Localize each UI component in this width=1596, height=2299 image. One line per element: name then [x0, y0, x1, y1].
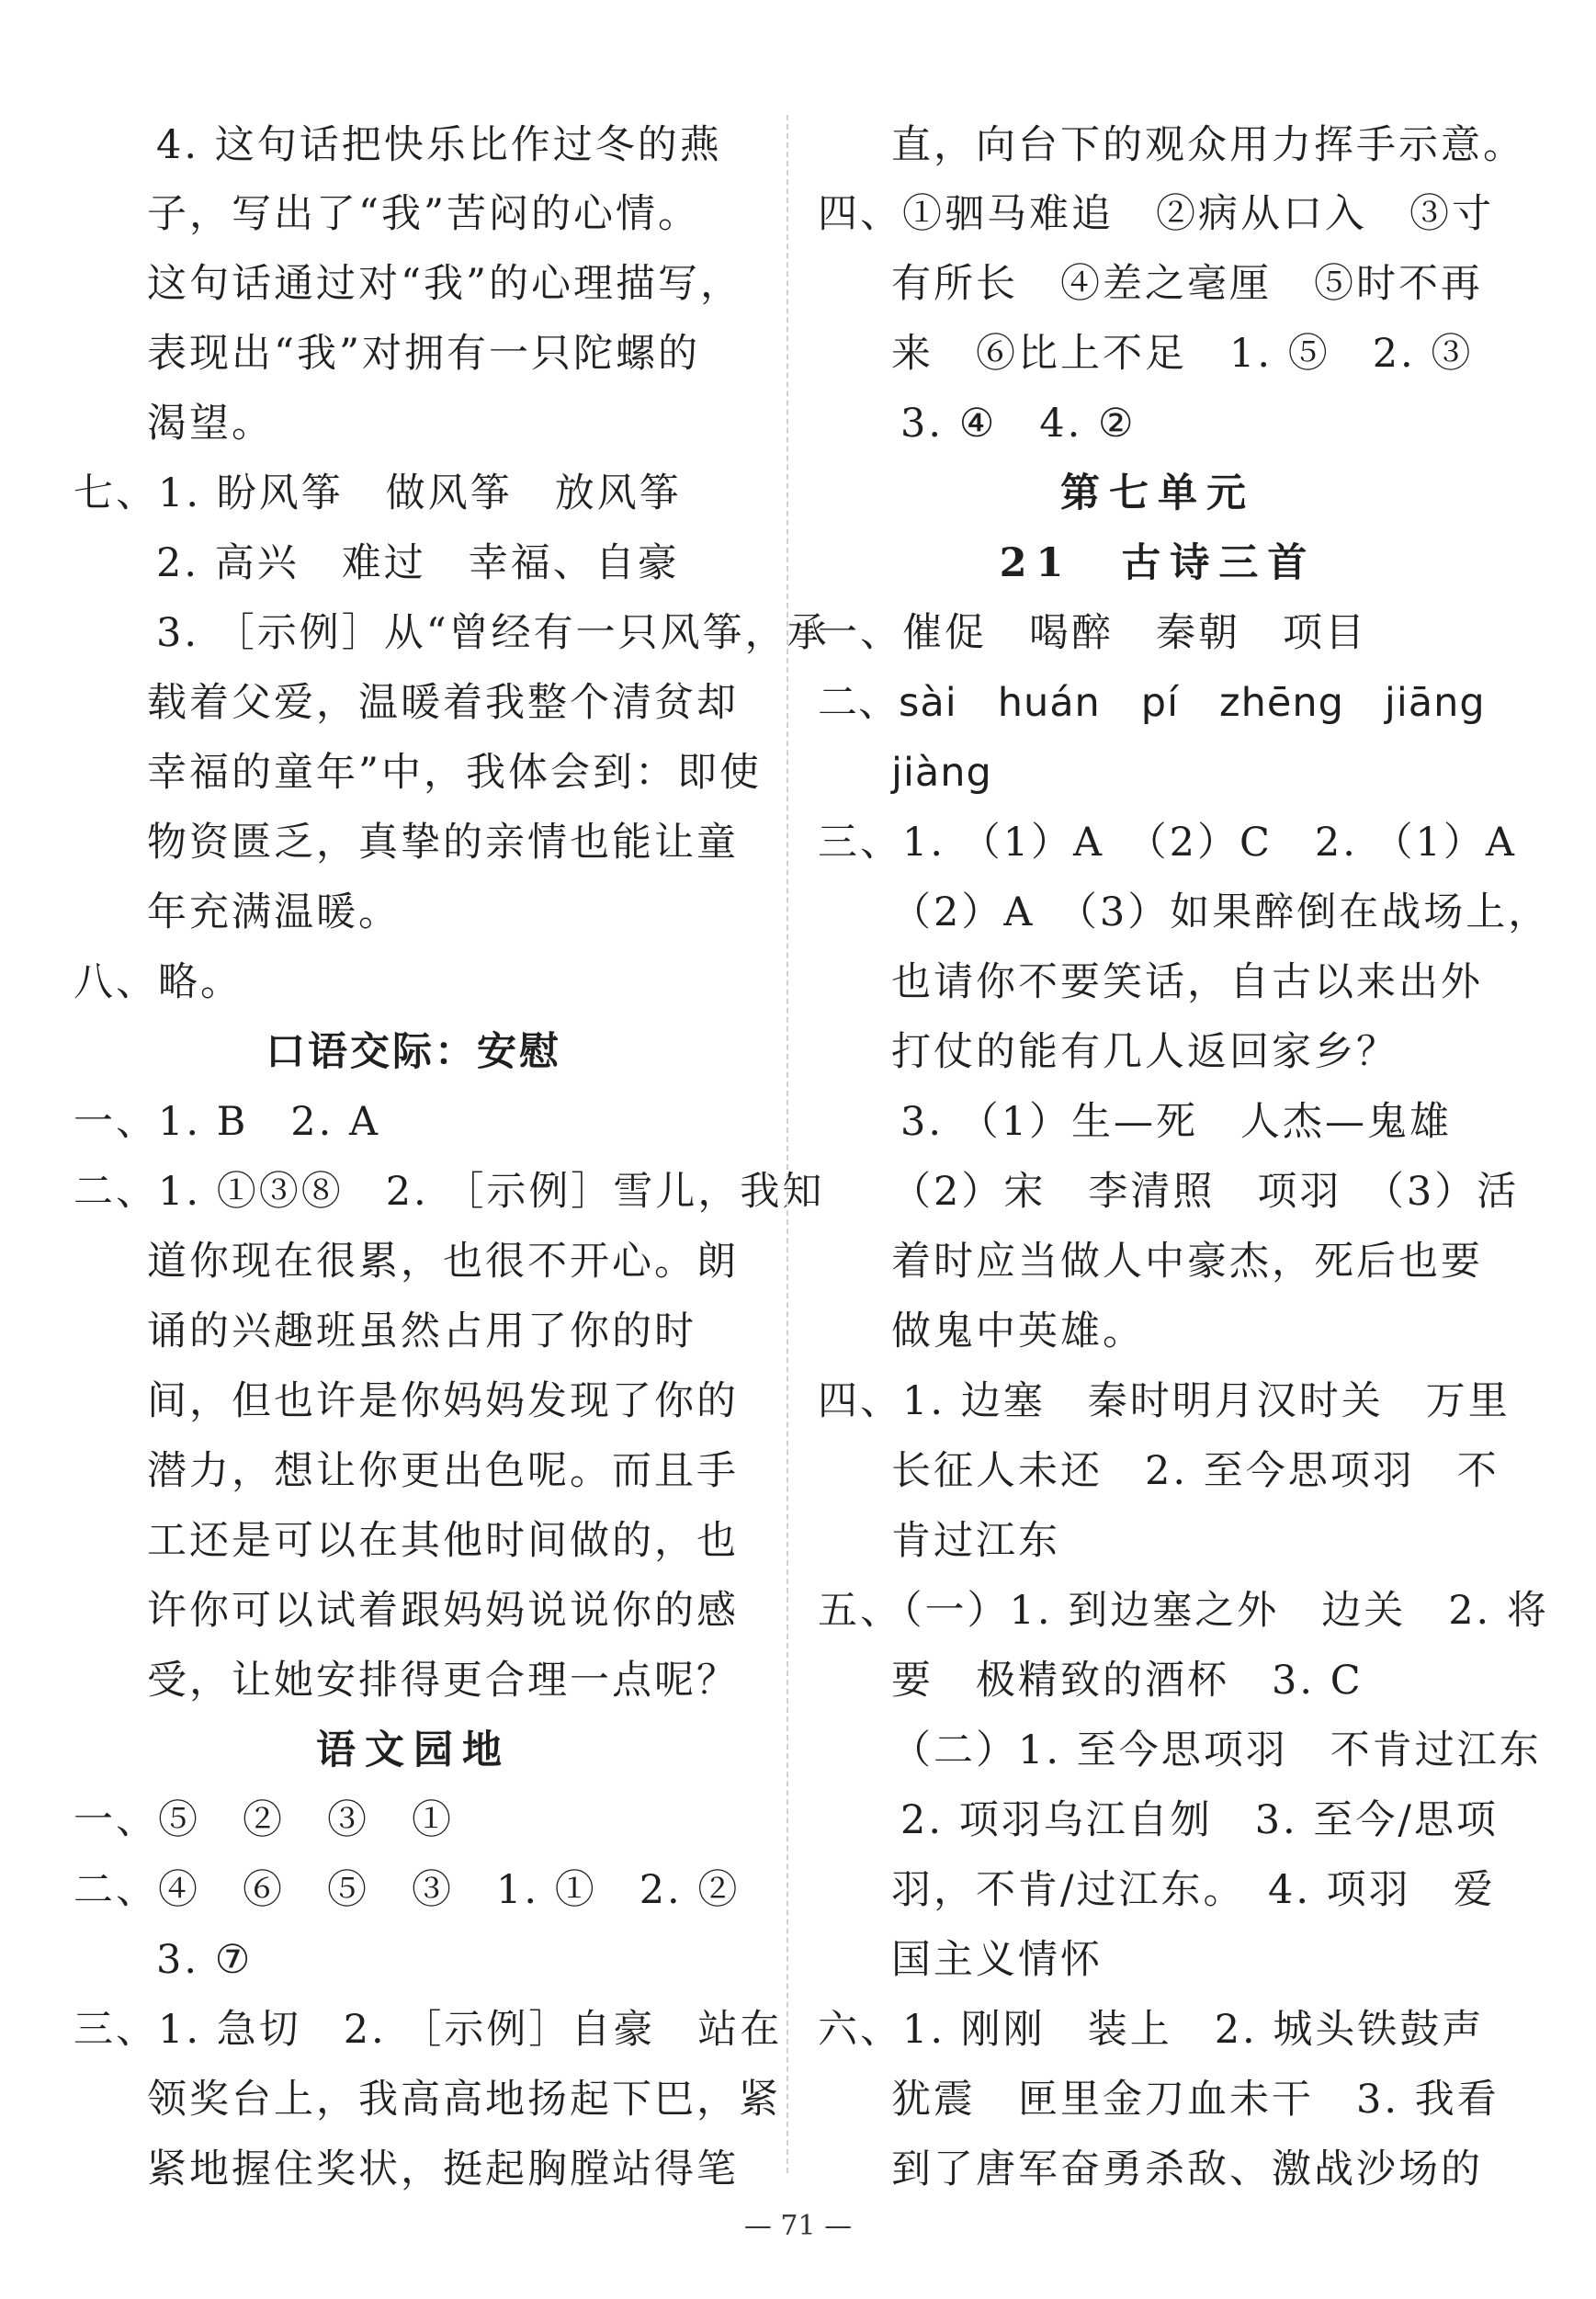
answer-line: 许你可以试着跟妈妈说说你的感: [147, 1588, 739, 1634]
answer-line: 直，向台下的观众用力挥手示意。: [891, 122, 1525, 168]
answer-line: 幸福的童年”中，我体会到：即使: [147, 750, 762, 796]
column-divider: [787, 115, 788, 2173]
answer-line: （二）1. 至今思项羽 不肯过江东: [891, 1727, 1542, 1773]
answer-line: 年充满温暖。: [147, 889, 401, 935]
answer-line: 渴望。: [147, 401, 274, 447]
answer-line: 3. ④ 4. ②: [900, 401, 1137, 447]
answer-line: 长征人未还 2. 至今思项羽 不: [891, 1448, 1500, 1494]
section-heading: 语文园地: [316, 1727, 511, 1773]
answer-line: （2）A （3）如果醉倒在战场上，: [891, 889, 1551, 935]
answer-line: 3. ⑦: [156, 1937, 254, 1983]
answer-line: 4. 这句话把快乐比作过冬的燕: [156, 122, 722, 168]
answer-line: 要 极精致的酒杯 3. C: [891, 1658, 1364, 1704]
answer-line: 一、1. B 2. A: [74, 1099, 381, 1145]
answer-line: 2. 项羽乌江自刎 3. 至今/思项: [900, 1797, 1499, 1843]
answer-line: 有所长 ④差之毫厘 ⑤时不再: [891, 261, 1483, 307]
answer-line: 子，写出了“我”苦闷的心情。: [147, 191, 700, 237]
answer-line: 间，但也许是你妈妈发现了你的: [147, 1378, 739, 1424]
answer-line: 二、④ ⑥ ⑤ ③ 1. ① 2. ②: [74, 1867, 741, 1913]
section-heading: 口语交际：安慰: [266, 1029, 561, 1075]
answer-line: 这句话通过对“我”的心理描写，: [147, 261, 742, 307]
answer-line: 一、催促 喝醉 秦朝 项目: [818, 610, 1367, 656]
answer-line: 二、sài huán pí zhēng jiāng: [818, 680, 1486, 726]
lesson-heading: 21 古诗三首: [999, 540, 1317, 586]
answer-line: 四、①驷马难追 ②病从口入 ③寸: [818, 191, 1494, 237]
answer-line: 潜力，想让你更出色呢。而且手: [147, 1448, 739, 1494]
answer-line: 着时应当做人中豪杰，死后也要: [891, 1239, 1483, 1285]
answer-line: 做鬼中英雄。: [891, 1308, 1145, 1354]
answer-line: 诵的兴趣班虽然占用了你的时: [147, 1308, 696, 1354]
answer-line: 表现出“我”对拥有一只陀螺的: [147, 331, 700, 377]
answer-line: 犹震 匣里金刀血未干 3. 我看: [891, 2077, 1500, 2123]
answer-line: 三、1. （1）A （2）C 2. （1）A: [818, 820, 1517, 866]
answer-line: 五、（一）1. 到边塞之外 边关 2. 将: [818, 1588, 1549, 1634]
answer-line: 3. ［示例］从“曾经有一只风筝，承: [156, 610, 830, 656]
answer-line: 也请你不要笑话，自古以来出外: [891, 959, 1483, 1005]
answer-line: 二、1. ①③⑧ 2. ［示例］雪儿，我知: [74, 1169, 825, 1215]
answer-line: jiàng: [891, 750, 992, 796]
answer-line: 载着父爱，温暖着我整个清贫却: [147, 680, 739, 726]
answer-line: 一、⑤ ② ③ ①: [74, 1797, 454, 1843]
answer-line: 2. 高兴 难过 幸福、自豪: [156, 540, 680, 586]
answer-line: 三、1. 急切 2. ［示例］自豪 站在: [74, 2007, 783, 2053]
answer-line: 肯过江东: [891, 1518, 1060, 1564]
answer-line: 国主义情怀: [891, 1937, 1103, 1983]
answer-line: 八、略。: [74, 959, 243, 1005]
page-number: — 71 —: [743, 2210, 853, 2242]
answer-line: 3. （1）生—死 人杰—鬼雄: [900, 1099, 1453, 1145]
answer-line: 工还是可以在其他时间做的，也: [147, 1518, 739, 1564]
unit-heading: 第七单元: [1060, 470, 1255, 516]
answer-line: 四、1. 边塞 秦时明月汉时关 万里: [818, 1378, 1511, 1424]
answer-line: 来 ⑥比上不足 1. ⑤ 2. ③: [891, 331, 1474, 377]
answer-line: 紧地握住奖状，挺起胸膛站得笔: [147, 2146, 739, 2192]
answer-line: 物资匮乏，真挚的亲情也能让童: [147, 820, 739, 866]
answer-line: 羽，不肯/过江东。 4. 项羽 爱: [891, 1867, 1496, 1913]
answer-line: 七、1. 盼风筝 做风筝 放风筝: [74, 470, 682, 516]
answer-line: 打仗的能有几人返回家乡？: [891, 1029, 1398, 1075]
answer-line: 六、1. 刚刚 装上 2. 城头铁鼓声: [818, 2007, 1485, 2053]
answer-line: 道你现在很累，也很不开心。朗: [147, 1239, 739, 1285]
answer-line: 到了唐军奋勇杀敌、激战沙场的: [891, 2146, 1483, 2192]
answer-line: 领奖台上，我高高地扬起下巴，紧: [147, 2077, 781, 2123]
answer-line: （2）宋 李清照 项羽 （3）活: [891, 1169, 1520, 1215]
answer-line: 受，让她安排得更合理一点呢？: [147, 1658, 739, 1704]
